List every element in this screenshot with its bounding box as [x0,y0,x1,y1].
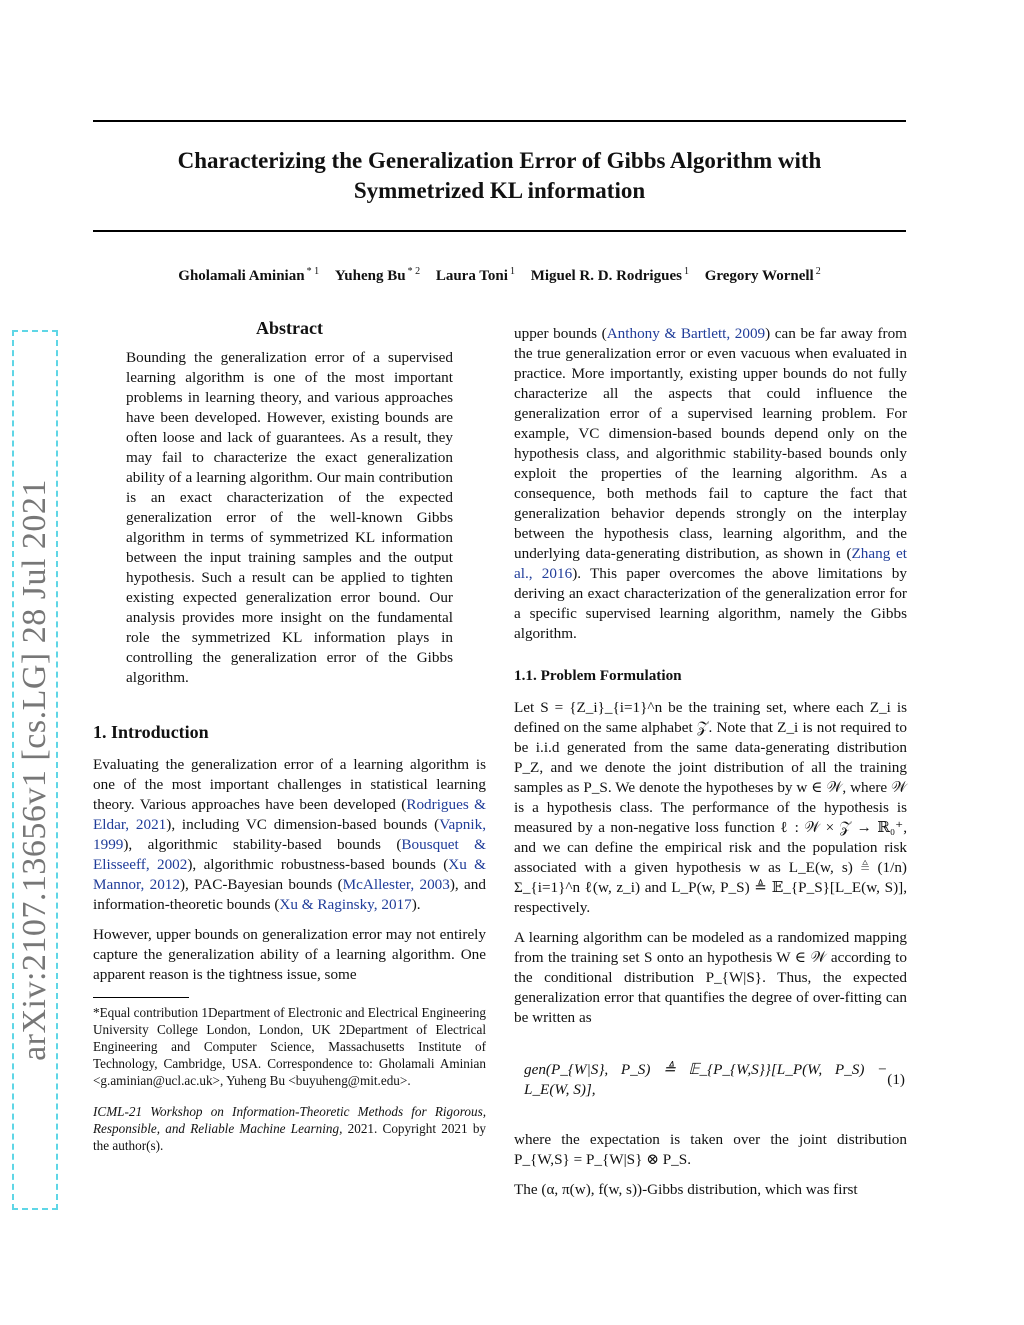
learning-algorithm-paragraph: A learning algorithm can be modeled as a randomized mapping from the training set S onto an hypothesis W ∈ 𝒲 according to the conditional distribution P_{W|S}. Thus, the expected generalization error that quantifies the degree of over-fitting can be written as [514,929,907,1026]
title-rule-bottom [93,230,906,232]
left-column [93,318,486,1154]
footnote-rule [93,997,189,998]
citation-link[interactable]: Vapnik, 1999 [93,816,487,853]
title-line-1: Characterizing the Generalization Error of Gibbs Algorithm with [177,148,822,173]
author: Laura Toni $^1$ [435,266,515,284]
equation-number: (1) [887,1071,905,1088]
intro-paragraph-1: Evaluating the generalization error of a learning algorithm is one of the most important challenges in statistical learning theory. Various approaches have been developed (Rodrigues & Eldar, 2021), including VC dimension-based bounds (Vapnik, 1999), algorithmic stability-based bounds (Bousquet & Elisseeff, 2002), algorithmic robustness-based bounds (Xu & Mannor, 2012), PAC-Bayesian bounds (McAllester, 2003), and information-theoretic bounds (Xu & Raginsky, 2017). [93,756,487,913]
equation-1 [514,1060,907,1100]
title-rule-top [93,120,906,122]
intro-paragraph-2: However, upper bounds on generalization error may not entirely capture the generalization ability of a learning algorithm. One apparent reason is the tightness issue, some [93,926,486,983]
citation-link[interactable]: Zhang et al., 2016 [514,545,908,582]
expectation-paragraph: where the expectation is taken over the joint distribution P_{W,S} = P_{W|S} ⊗ P_S. [514,1131,907,1168]
section-heading-introduction: 1. Introduction [93,722,209,742]
author: Gholamali Aminian $^{* 1}$ [178,266,320,284]
subsection-heading-problem-formulation: 1.1. Problem Formulation [514,667,682,684]
citation-link[interactable]: Anthony & Bartlett, 2009 [606,325,766,342]
citation-link[interactable]: Bousquet & Elisseeff, 2002 [93,836,486,873]
arxiv-stamp[interactable]: arXiv:2107.13656v1 [cs.LG] 28 Jul 2021 [12,330,58,1210]
venue-footnote: ICML-21 Workshop on Information-Theoretic Methods for Rigorous, Responsible, and Reliable Machine Learning, 2021. Copyright 2021 by the author(s). [93,1104,487,1153]
author: Gregory Wornell $^2$ [704,266,821,284]
citation-link[interactable]: Rodrigues & Eldar, 2021 [93,796,486,833]
affiliation-footnote: *Equal contribution 1Department of Electronic and Electrical Engineering University College London, London, UK 2Department of Electrical Engineering and Computer Science, Massachusetts Institute of Technology, Cambridge, USA. Correspondence to: Gholamali Aminian <g.aminian@ucl.ac.uk>, Yuheng Bu <buyuheng@mit.edu>. [93,1005,486,1088]
right-column [514,324,907,1200]
author: Yuheng Bu $^{* 2}$ [334,266,421,284]
citation-link[interactable]: Xu & Raginsky, 2017 [279,896,412,913]
author-list [93,266,906,285]
author: Miguel R. D. Rodrigues $^1$ [530,266,689,284]
problem-formulation-paragraph: Let S = {Z_i}_{i=1}^n be the training set, where each Z_i is defined on the same alphabet 𝒵. Note that Z_i is not required to be i.i.d generated from the same data-generating distribution P_Z, and we denote the joint distribution of all the training samples as P_S. We denote the hypotheses by w ∈ 𝒲, where 𝒲 is a hypothesis class. The performance of the hypothesis is measured by a non-negative loss function ℓ : 𝒲 × 𝒵 → ℝ₀⁺, and we can define the empirical risk and the population risk associated with a given hypothesis w as L_E(w, s) ≜ (1/n) Σ_{i=1}^n ℓ(w, z_i) and L_P(w, P_S) ≜ 𝔼_{P_S}[L_E(w, S)], respectively. [514,699,907,916]
citation-link[interactable]: Xu & Mannor, 2012 [93,856,486,893]
right-paragraph-1: upper bounds (Anthony & Bartlett, 2009) can be far away from the true generalization error or even vacuous when evaluated in practice. More importantly, existing upper bounds do not fully characterize all the aspects that could influence the generalization error of a supervised learning problem. For example, VC dimension-based bounds depend only on the hypothesis class, and algorithmic stability-based bounds only exploit the properties of the learning algorithm. As a consequence, both methods fail to capture the fact that generalization behavior depends strongly on the interplay between the hypothesis class, learning algorithm, and the underlying data-generating distribution, as shown in (Zhang et al., 2016). This paper overcomes the above limitations by deriving an exact characterization of the generalization error for a specific supervised learning algorithm, namely the Gibbs algorithm. [514,325,908,642]
gibbs-paragraph: The (α, π(w), f(w, s))-Gibbs distribution, which was first [514,1181,858,1198]
paper-title [93,146,906,206]
title-line-2: Symmetrized KL information [353,178,646,203]
abstract-heading: Abstract [256,318,323,338]
citation-link[interactable]: McAllester, 2003 [342,876,450,893]
equation-body: gen(P_{W|S}, P_S) ≜ 𝔼_{P_{W,S}}[L_P(W, P_S) − L_E(W, S)], [524,1061,888,1098]
abstract-text: Bounding the generalization error of a supervised learning algorithm is one of the most important problems in learning theory, and various approaches have been developed. However, existing bounds are often loose and lack of guarantees. As a result, they may fail to characterize the exact generalization ability of a learning algorithm. Our main contribution is an exact characterization of the expected generalization error of the well-known Gibbs algorithm in terms of symmetrized KL information between the input training samples and the output hypothesis. Such a result can be applied to tighten existing expected generalization error bound. Our analysis provides more insight on the fundamental role the symmetrized KL information plays in controlling the generalization error of the Gibbs algorithm. [126,349,453,686]
